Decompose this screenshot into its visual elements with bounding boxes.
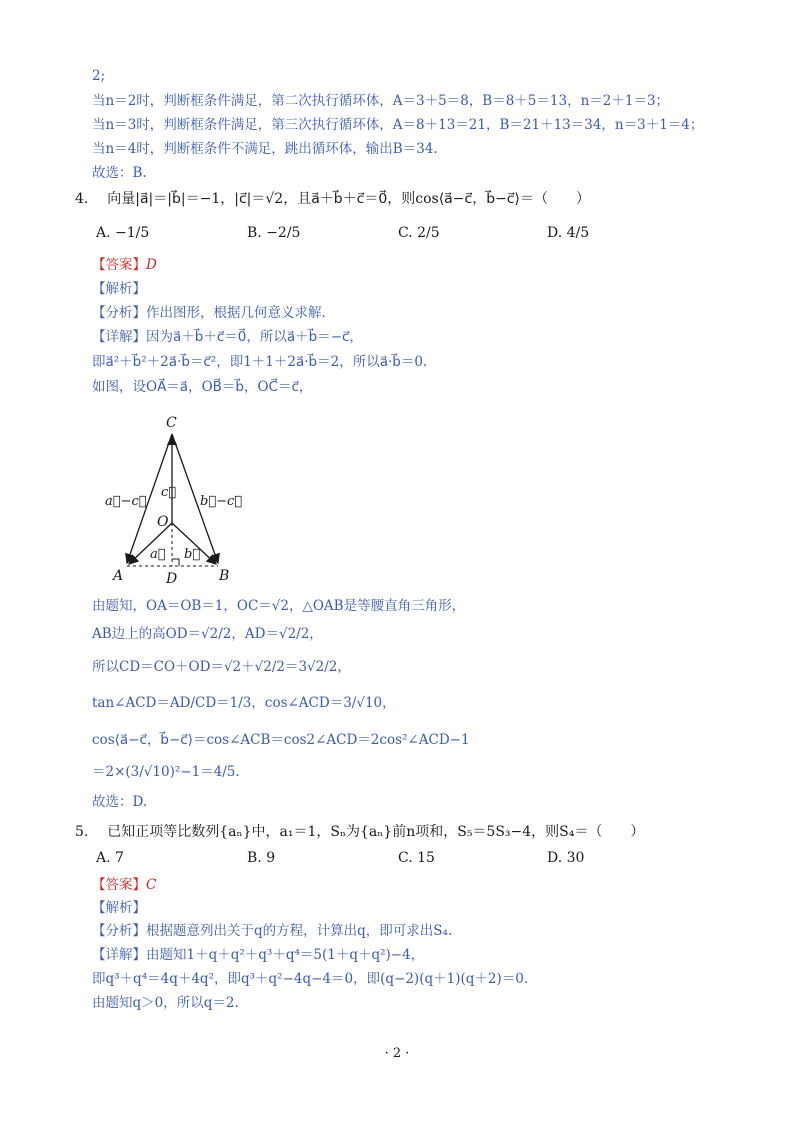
- question-4: [75, 189, 590, 209]
- label-a-vec: a⃗: [150, 547, 166, 562]
- after-line: cos⟨a⃗−c⃗，b⃗−c⃗⟩＝cos∠ACB＝cos2∠ACD＝2cos²∠ACD−1: [92, 732, 470, 748]
- option-b: B. 9: [247, 850, 276, 866]
- question-number: 5.: [75, 824, 89, 840]
- vector-figure: [100, 408, 250, 592]
- question-stem: 向量|a⃗|＝|b⃗|＝−1，|c⃗|＝√2，且a⃗＋b⃗＋c⃗＝0⃗，则cos⟨a⃗−c⃗，b⃗−c⃗⟩＝（ ）: [107, 191, 590, 207]
- page-number: · 2 ·: [384, 1046, 410, 1061]
- analysis-summary: 【分析】根据题意列出关于q的方程，计算出q，即可求出S₄.: [92, 923, 453, 939]
- option-d: D. 30: [547, 850, 585, 866]
- question-stem: 已知正项等比数列{aₙ}中，a₁＝1，Sₙ为{aₙ}前n项和，S₅＝5S₃−4，则S₄＝（ ）: [107, 824, 645, 840]
- detail-line: 由题知q＞0，所以q＝2.: [92, 995, 239, 1011]
- answer-line: [92, 875, 156, 895]
- label-c-vec: c⃗: [161, 485, 177, 500]
- solution-line: 当n＝2时，判断框条件满足，第二次执行循环体，A＝3＋5＝8，B＝8＋5＝13，n＝2＋1＝3；: [92, 93, 670, 109]
- after-line: 故选：D.: [92, 794, 148, 810]
- label-c: C: [166, 415, 177, 431]
- question-number: 4.: [75, 191, 89, 207]
- after-line: 由题知，OA＝OB＝1，OC＝√2，△OAB是等腰直角三角形，: [92, 598, 466, 614]
- answer-value: D: [146, 257, 157, 273]
- solution-line: 2;: [92, 68, 106, 84]
- analysis-tag: 【解析】: [92, 900, 146, 916]
- option-c: C. 2/5: [398, 225, 440, 241]
- option-d: D. 4/5: [547, 225, 590, 241]
- question-5: [75, 822, 644, 842]
- analysis-tag: 【解析】: [92, 281, 146, 297]
- label-b-vec: b⃗: [184, 547, 201, 562]
- answer-line: [92, 255, 157, 275]
- option-b: B. −2/5: [247, 225, 301, 241]
- analysis-summary: 【分析】作出图形，根据几何意义求解.: [92, 305, 326, 321]
- answer-tag: 【答案】: [92, 877, 146, 893]
- after-line: AB边上的高OD＝√2/2，AD＝√2/2，: [92, 626, 323, 642]
- option-c: C. 15: [398, 850, 435, 866]
- option-a: A. −1/5: [96, 225, 150, 241]
- label-b: B: [219, 568, 230, 584]
- answer-tag: 【答案】: [92, 257, 146, 273]
- detail-line: 【详解】由题知1＋q＋q²＋q³＋q⁴＝5(1＋q＋q²)−4，: [92, 947, 425, 963]
- detail-line: 如图，设OA⃗＝a⃗，OB⃗＝b⃗，OC⃗＝c⃗，: [92, 379, 313, 395]
- answer-value: C: [146, 877, 157, 893]
- solution-line: 当n＝4时，判断框条件不满足，跳出循环体，输出B＝34.: [92, 141, 438, 157]
- detail-line: 即a⃗²＋b⃗²＋2a⃗·b⃗＝c⃗²，即1＋1＋2a⃗·b⃗＝2，所以a⃗·b⃗＝0.: [92, 354, 428, 370]
- label-b-minus-c: b⃗−c⃗: [200, 494, 243, 509]
- option-a: A. 7: [96, 850, 124, 866]
- right-angle-mark: [172, 559, 179, 566]
- solution-line: 故选：B.: [92, 165, 147, 181]
- after-line: 所以CD＝CO＋OD＝√2＋√2/2＝3√2/2，: [92, 659, 351, 675]
- label-d: D: [166, 571, 178, 587]
- triangle-diagram: [100, 408, 250, 588]
- detail-line: 【详解】因为a⃗＋b⃗＋c⃗＝0⃗，所以a⃗＋b⃗＝−c⃗，: [92, 329, 363, 345]
- after-line: tan∠ACD＝AD/CD＝1/3，cos∠ACD＝3/√10，: [92, 695, 396, 711]
- solution-line: 当n＝3时，判断框条件满足，第三次执行循环体，A＝8＋13＝21，B＝21＋13＝34，n＝3＋1＝4；: [92, 117, 704, 133]
- label-o: O: [157, 514, 169, 530]
- after-line: ＝2×(3/√10)²−1＝4/5.: [92, 764, 240, 780]
- label-a-minus-c: a⃗−c⃗: [105, 494, 147, 509]
- label-a: A: [113, 568, 124, 584]
- detail-line: 即q³＋q⁴＝4q＋4q²，即q³＋q²−4q−4＝0，即(q−2)(q＋1)(q＋2)＝0.: [92, 971, 529, 987]
